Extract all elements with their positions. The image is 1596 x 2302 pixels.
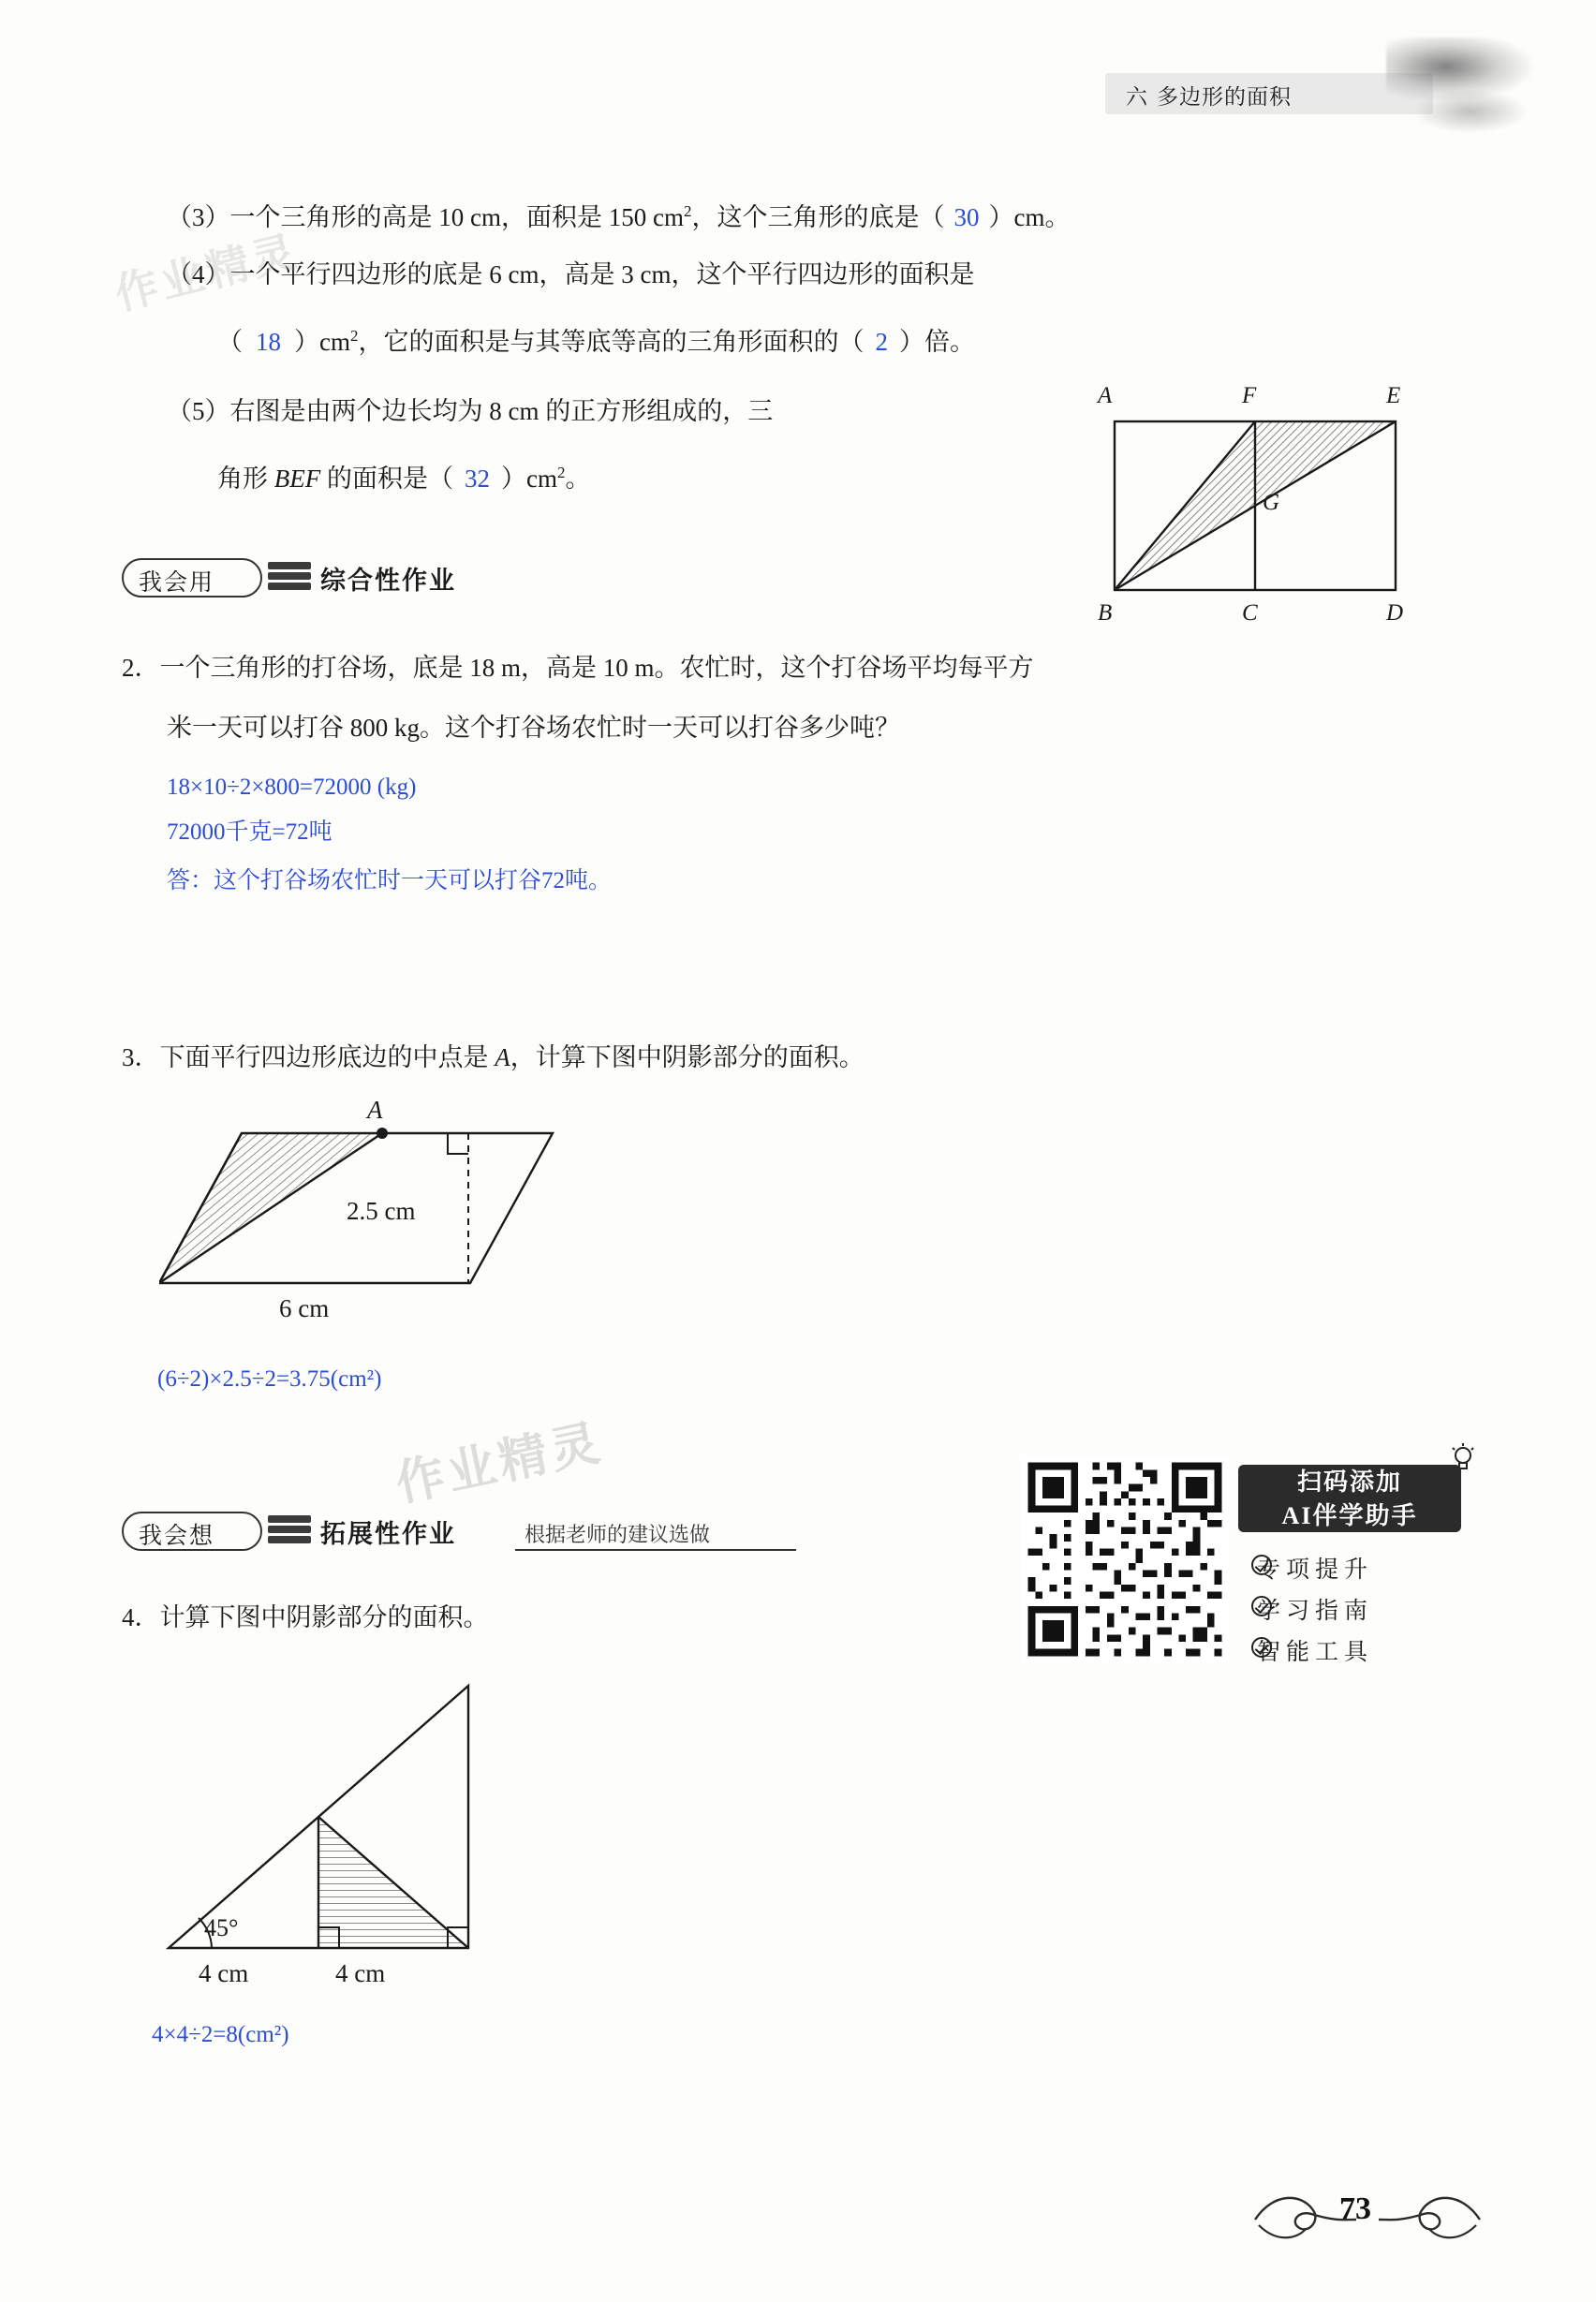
question-2-work-3: 答：这个打谷场农忙时一天可以打谷72吨。 [167, 868, 613, 893]
question-3-text-b: ，这个三角形的底是（ [691, 203, 945, 231]
figure-tri-angle-label: 45° [204, 1914, 239, 1941]
banner-extension-work [122, 1512, 834, 1551]
qr-bullet-3-label: 智能工具 [1257, 1640, 1374, 1665]
figure-label-B: B [1098, 600, 1113, 626]
qr-title-line-2: AI伴学助手 [1281, 1502, 1418, 1529]
banner-comprehensive-work [122, 558, 515, 598]
banner-pill-2 [122, 1512, 262, 1551]
figure-tri-base-1: 4 cm [199, 1959, 249, 1987]
question-4b-line-1: 4．计算下图中阴影部分的面积。 [122, 1603, 489, 1631]
qr-promo-card[interactable] [1021, 1450, 1461, 1675]
question-2-line-2: 米一天可以打谷 800 kg。这个打谷场农忙时一天可以打谷多少吨？ [167, 714, 900, 742]
banner-1-label: 综合性作业 [320, 567, 456, 595]
ink-smudge-decoration-2 [1414, 90, 1527, 133]
figure-label-E: E [1386, 383, 1401, 408]
banner-pill-1 [122, 558, 262, 598]
qr-title-banner [1238, 1465, 1461, 1532]
question-5-line-1: （5）右图是由两个边长均为 8 cm 的正方形组成的，三 [167, 397, 774, 425]
question-4-line-1: （4）一个平行四边形的底是 6 cm，高是 3 cm，这个平行四边形的面积是 [167, 260, 975, 288]
header-chapter-number: 六 [1126, 85, 1147, 109]
books-icon [268, 562, 311, 594]
figure-par-height-label: 2.5 cm [347, 1197, 416, 1225]
figure-parallelogram [159, 1096, 684, 1349]
figure-tri-base-2: 4 cm [335, 1959, 386, 1987]
qr-bullet-2 [1257, 1592, 1373, 1626]
banner-pill-2-label: 我会想 [139, 1524, 215, 1549]
check-icon-3 [1251, 1637, 1272, 1658]
question-4-text-c: ，它的面积是与其等底等高的三角形面积的（ [358, 328, 864, 356]
qr-bullet-1 [1257, 1551, 1373, 1585]
banner-2-underline [515, 1549, 796, 1551]
qr-title-line-1: 扫码添加 [1296, 1468, 1402, 1496]
figure-label-D: D [1386, 600, 1404, 626]
question-4-answer-2: 2 [875, 328, 888, 356]
figure-right-triangle [150, 1667, 637, 2004]
check-icon-2 [1251, 1596, 1272, 1616]
page-footer [1246, 2182, 1489, 2257]
banner-2-note: 根据老师的建议选做 [525, 1523, 711, 1546]
question-2-work-2: 72000千克=72吨 [167, 819, 332, 845]
qr-bullet-2-label: 学习指南 [1257, 1599, 1374, 1624]
question-4-answer-1: 18 [256, 328, 281, 356]
question-5-text-a: 角形 [217, 465, 274, 493]
page-header [1105, 73, 1499, 129]
q5-superscript: 2 [556, 464, 566, 481]
qr-code-image[interactable] [1021, 1455, 1229, 1663]
page-number: 73 [1339, 2191, 1371, 2226]
header-chapter-title: 多边形的面积 [1157, 85, 1292, 109]
figure-bef-rectangle [1077, 383, 1480, 627]
question-3b-text-a: 3．下面平行四边形底边的中点是 [122, 1043, 495, 1071]
question-2-line-1: 2．一个三角形的打谷场，底是 18 m，高是 10 m。农忙时，这个打谷场平均每平方 [122, 654, 1034, 682]
watermark-top: 作业精灵 [110, 225, 304, 320]
books-icon-2 [268, 1515, 311, 1547]
question-5-text-b: 的面积是（ [320, 465, 453, 493]
question-2-work-1: 18×10÷2×800=72000 (kg) [167, 775, 417, 800]
question-5-triangle-name: BEF [273, 465, 321, 493]
question-3-answer: 30 [953, 203, 980, 231]
question-3b-line-1 [122, 1038, 864, 1077]
qr-code-svg [1021, 1455, 1229, 1663]
qr-bullet-3 [1257, 1633, 1373, 1667]
q4-superscript: 2 [350, 327, 359, 345]
question-4b-work: 4×4÷2=8(cm²) [152, 2022, 289, 2047]
question-4-text-b: ）cm [294, 328, 350, 356]
question-4-line-2 [217, 317, 975, 362]
check-icon-1 [1251, 1555, 1272, 1575]
question-3b-work: (6÷2)×2.5÷2=3.75(cm²) [157, 1366, 382, 1392]
question-3b-point-name: A [495, 1043, 510, 1071]
figure-label-F: F [1242, 383, 1257, 408]
question-5-line-2 [217, 453, 590, 498]
qr-bullet-1-label: 专项提升 [1257, 1557, 1374, 1583]
question-5-text-d: 。 [565, 465, 591, 493]
figure-par-label-A: A [367, 1096, 383, 1124]
question-3-line [167, 192, 1070, 237]
question-5-answer: 32 [464, 465, 490, 493]
question-5-text-c: ）cm [500, 465, 557, 493]
figure-label-G: G [1263, 490, 1280, 515]
watermark-center: 作业精灵 [391, 1414, 608, 1513]
question-3-text-a: （3）一个三角形的高是 10 cm，面积是 150 cm [167, 203, 684, 231]
banner-2-label: 拓展性作业 [320, 1520, 456, 1548]
question-3b-text-b: ，计算下图中阴影部分的面积。 [510, 1043, 864, 1071]
q3-superscript: 2 [683, 202, 692, 220]
question-4-text-d: ）倍。 [899, 328, 975, 356]
question-4-text-a: （ [217, 328, 243, 356]
banner-pill-1-label: 我会用 [139, 570, 215, 596]
figure-label-C: C [1242, 600, 1258, 626]
qr-card-right [1238, 1450, 1461, 1671]
figure-par-base-label: 6 cm [279, 1294, 330, 1322]
figure-parallelogram-svg [159, 1105, 684, 1349]
question-3-text-c: ）cm。 [988, 203, 1071, 231]
figure-label-A: A [1098, 383, 1113, 408]
